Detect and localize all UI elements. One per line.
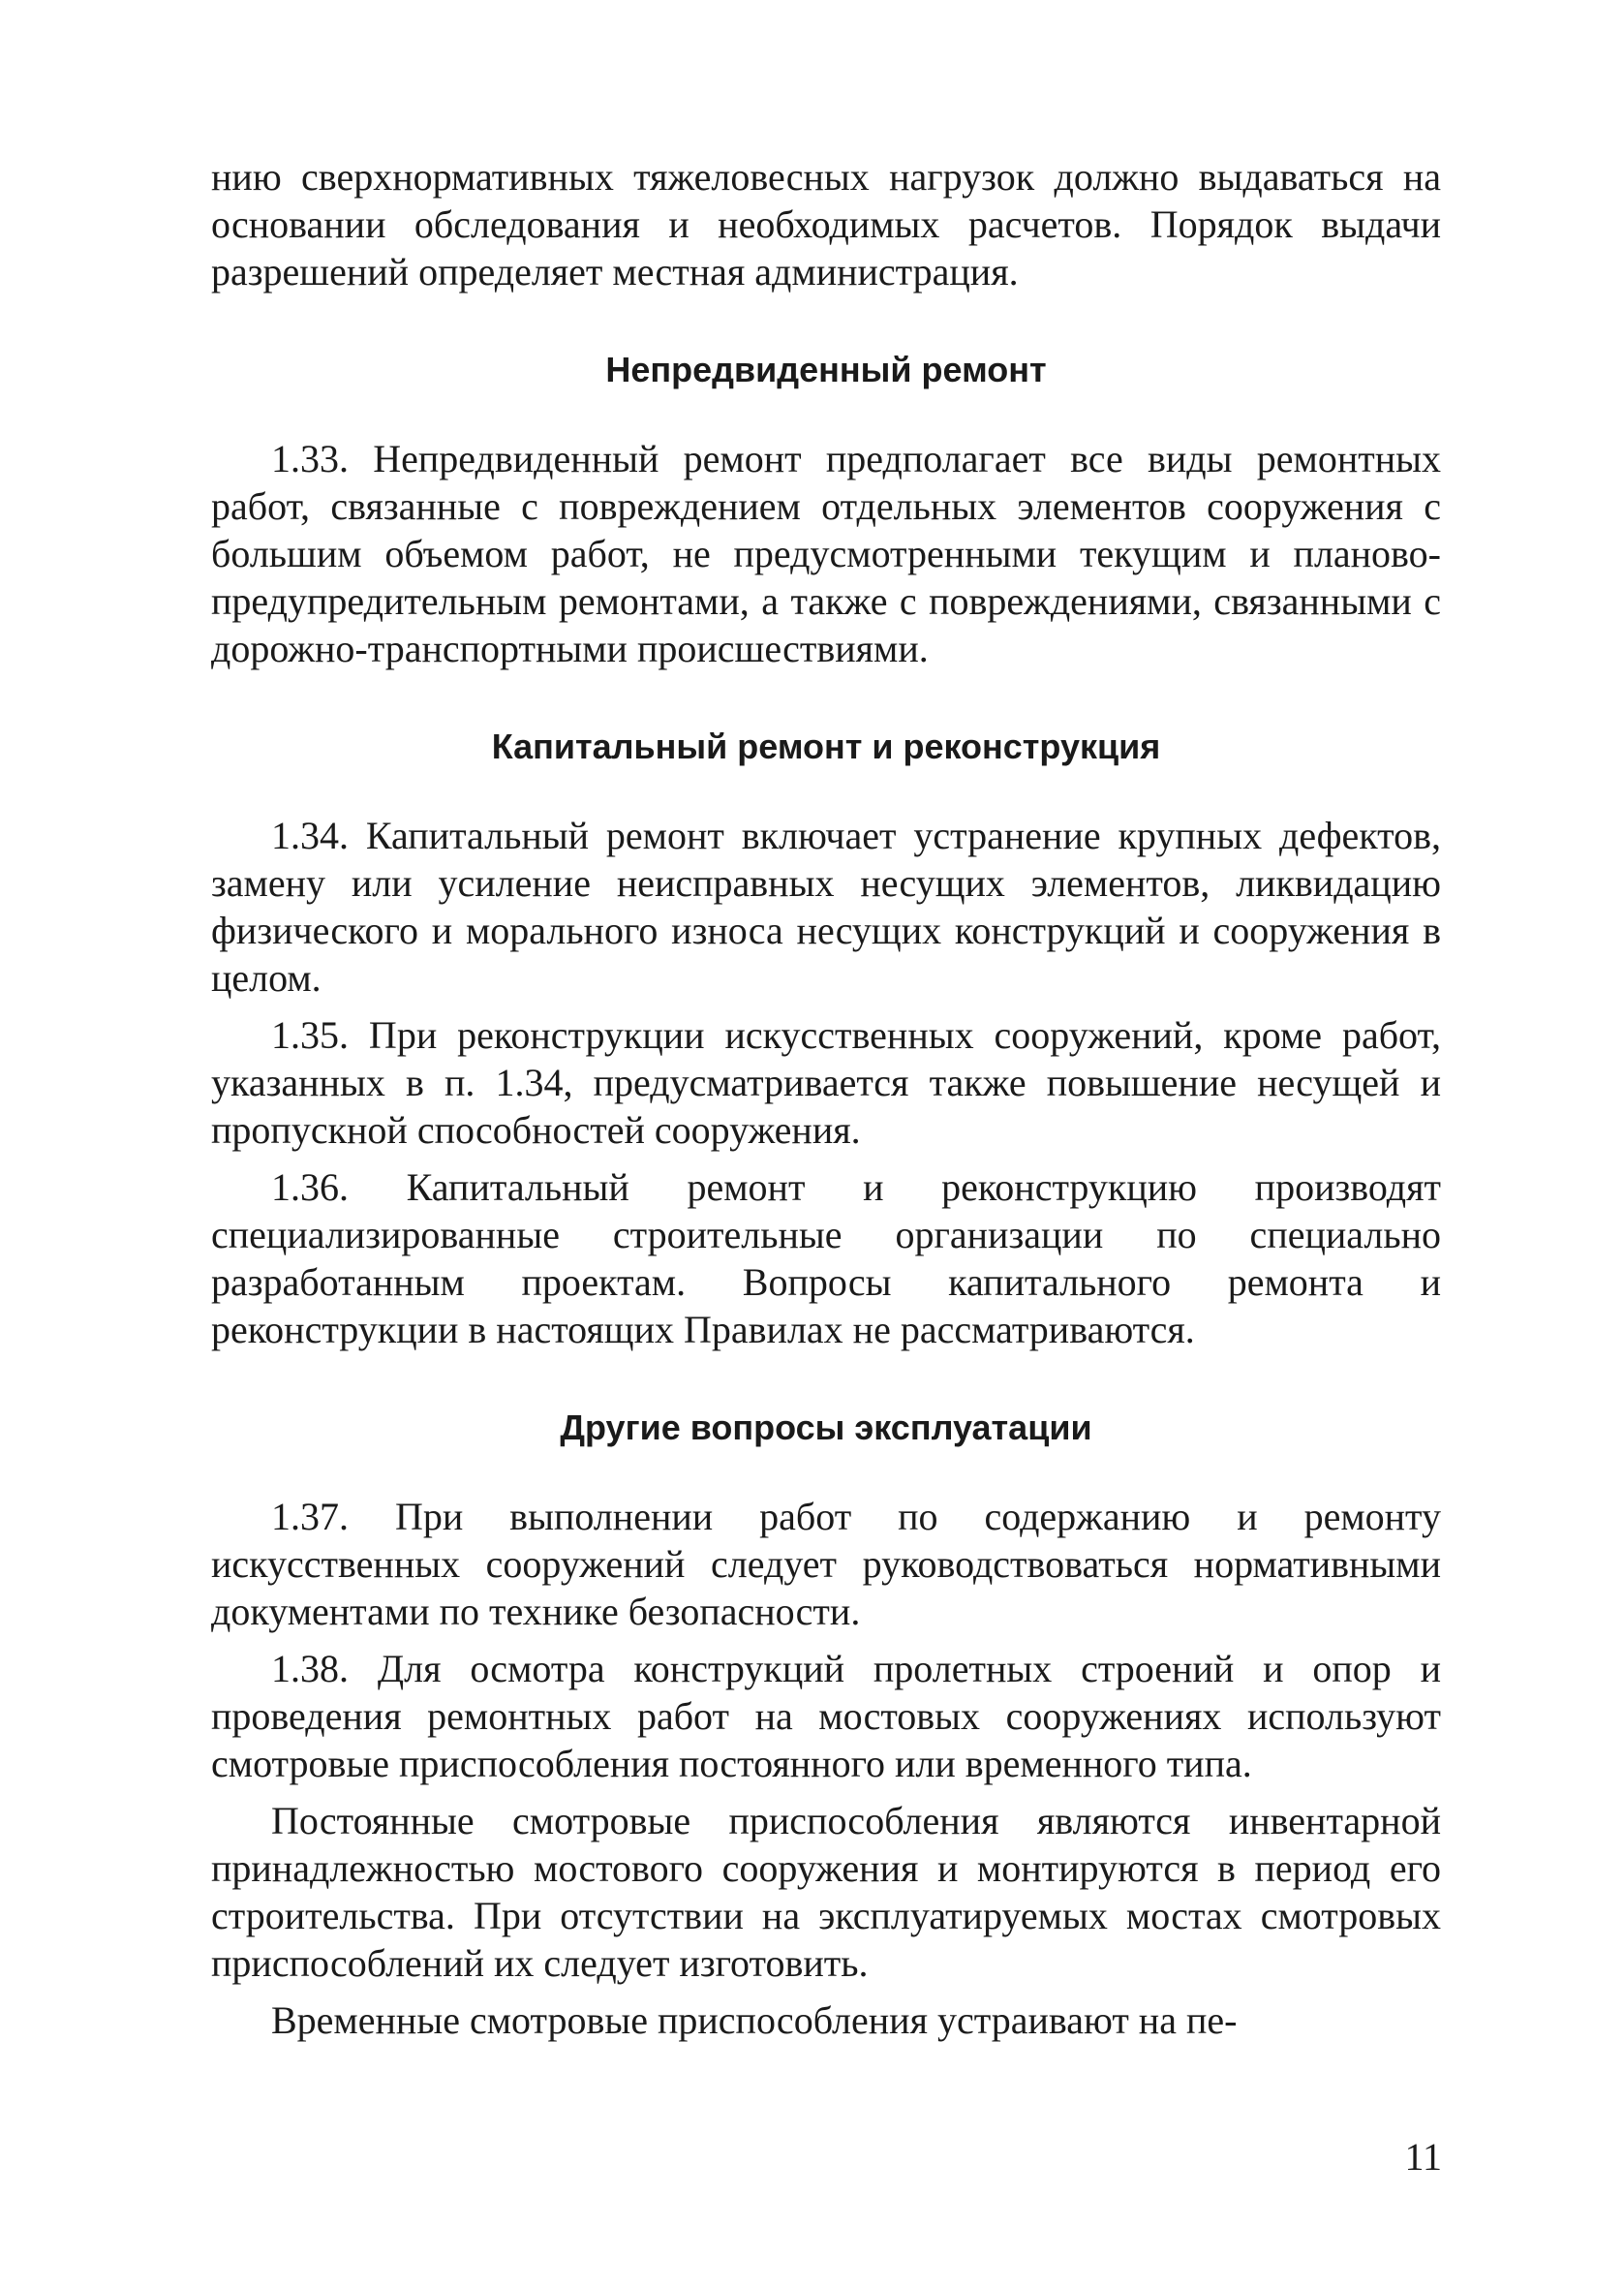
section-heading-capital-repair: Капитальный ремонт и реконструкция xyxy=(491,727,1161,766)
paragraph-1-34: 1.34. Капитальный ремонт включает устранение крупных дефектов, замену или усиление неисправных несущих элементов, ликвидацию физического и морального износа несущих конструкций и сооружения в целом. xyxy=(211,814,1441,1000)
paragraph-1-36: 1.36. Капитальный ремонт и реконструкцию производят специализированные строительные организации по специально разработанным проектам. Вопросы капитального ремонта и реконструкции в настоящих Правилах не рассматриваются. xyxy=(211,1165,1441,1351)
paragraph-continuation: нию сверхнормативных тяжеловесных нагрузок должно выдаваться на основании обследования и необходимых расчетов. Порядок выдачи разрешений определяет местная администрация. xyxy=(211,155,1441,294)
document-page xyxy=(211,153,1441,2044)
page-number: 11 xyxy=(1404,2135,1442,2179)
paragraph-1-33: 1.33. Непредвиденный ремонт предполагает все виды ремонтных работ, связанные с повреждением отдельных элементов сооружения с большим объемом работ, не предусмотренными текущим и планово-предупредительным ремонтами, а также с повреждениями, связанными с дорожно-транспортными происшествиями. xyxy=(211,437,1441,670)
section-heading-other-questions: Другие вопросы эксплуатации xyxy=(560,1407,1092,1447)
paragraph-1-38: 1.38. Для осмотра конструкций пролетных строений и опор и проведения ремонтных работ на мостовых сооружениях используют смотровые приспособления постоянного или временного типа. xyxy=(211,1647,1441,1785)
paragraph-temporary-devices: Временные смотровые приспособления устраивают на пе- xyxy=(271,1998,1238,2042)
paragraph-1-37: 1.37. При выполнении работ по содержанию и ремонту искусственных сооружений следует руководствоваться нормативными документами по технике безопасности. xyxy=(211,1495,1441,1633)
section-heading-unforeseen-repair: Непредвиденный ремонт xyxy=(605,350,1047,389)
paragraph-1-35: 1.35. При реконструкции искусственных сооружений, кроме работ, указанных в п. 1.34, предусматривается также повышение несущей и пропускной способностей сооружения. xyxy=(211,1013,1441,1152)
paragraph-permanent-devices: Постоянные смотровые приспособления являются инвентарной принадлежностью мостового сооружения и монтируются в период его строительства. При отсутствии на эксплуатируемых мостах смотровых приспособлений их следует изготовить. xyxy=(211,1799,1441,1985)
